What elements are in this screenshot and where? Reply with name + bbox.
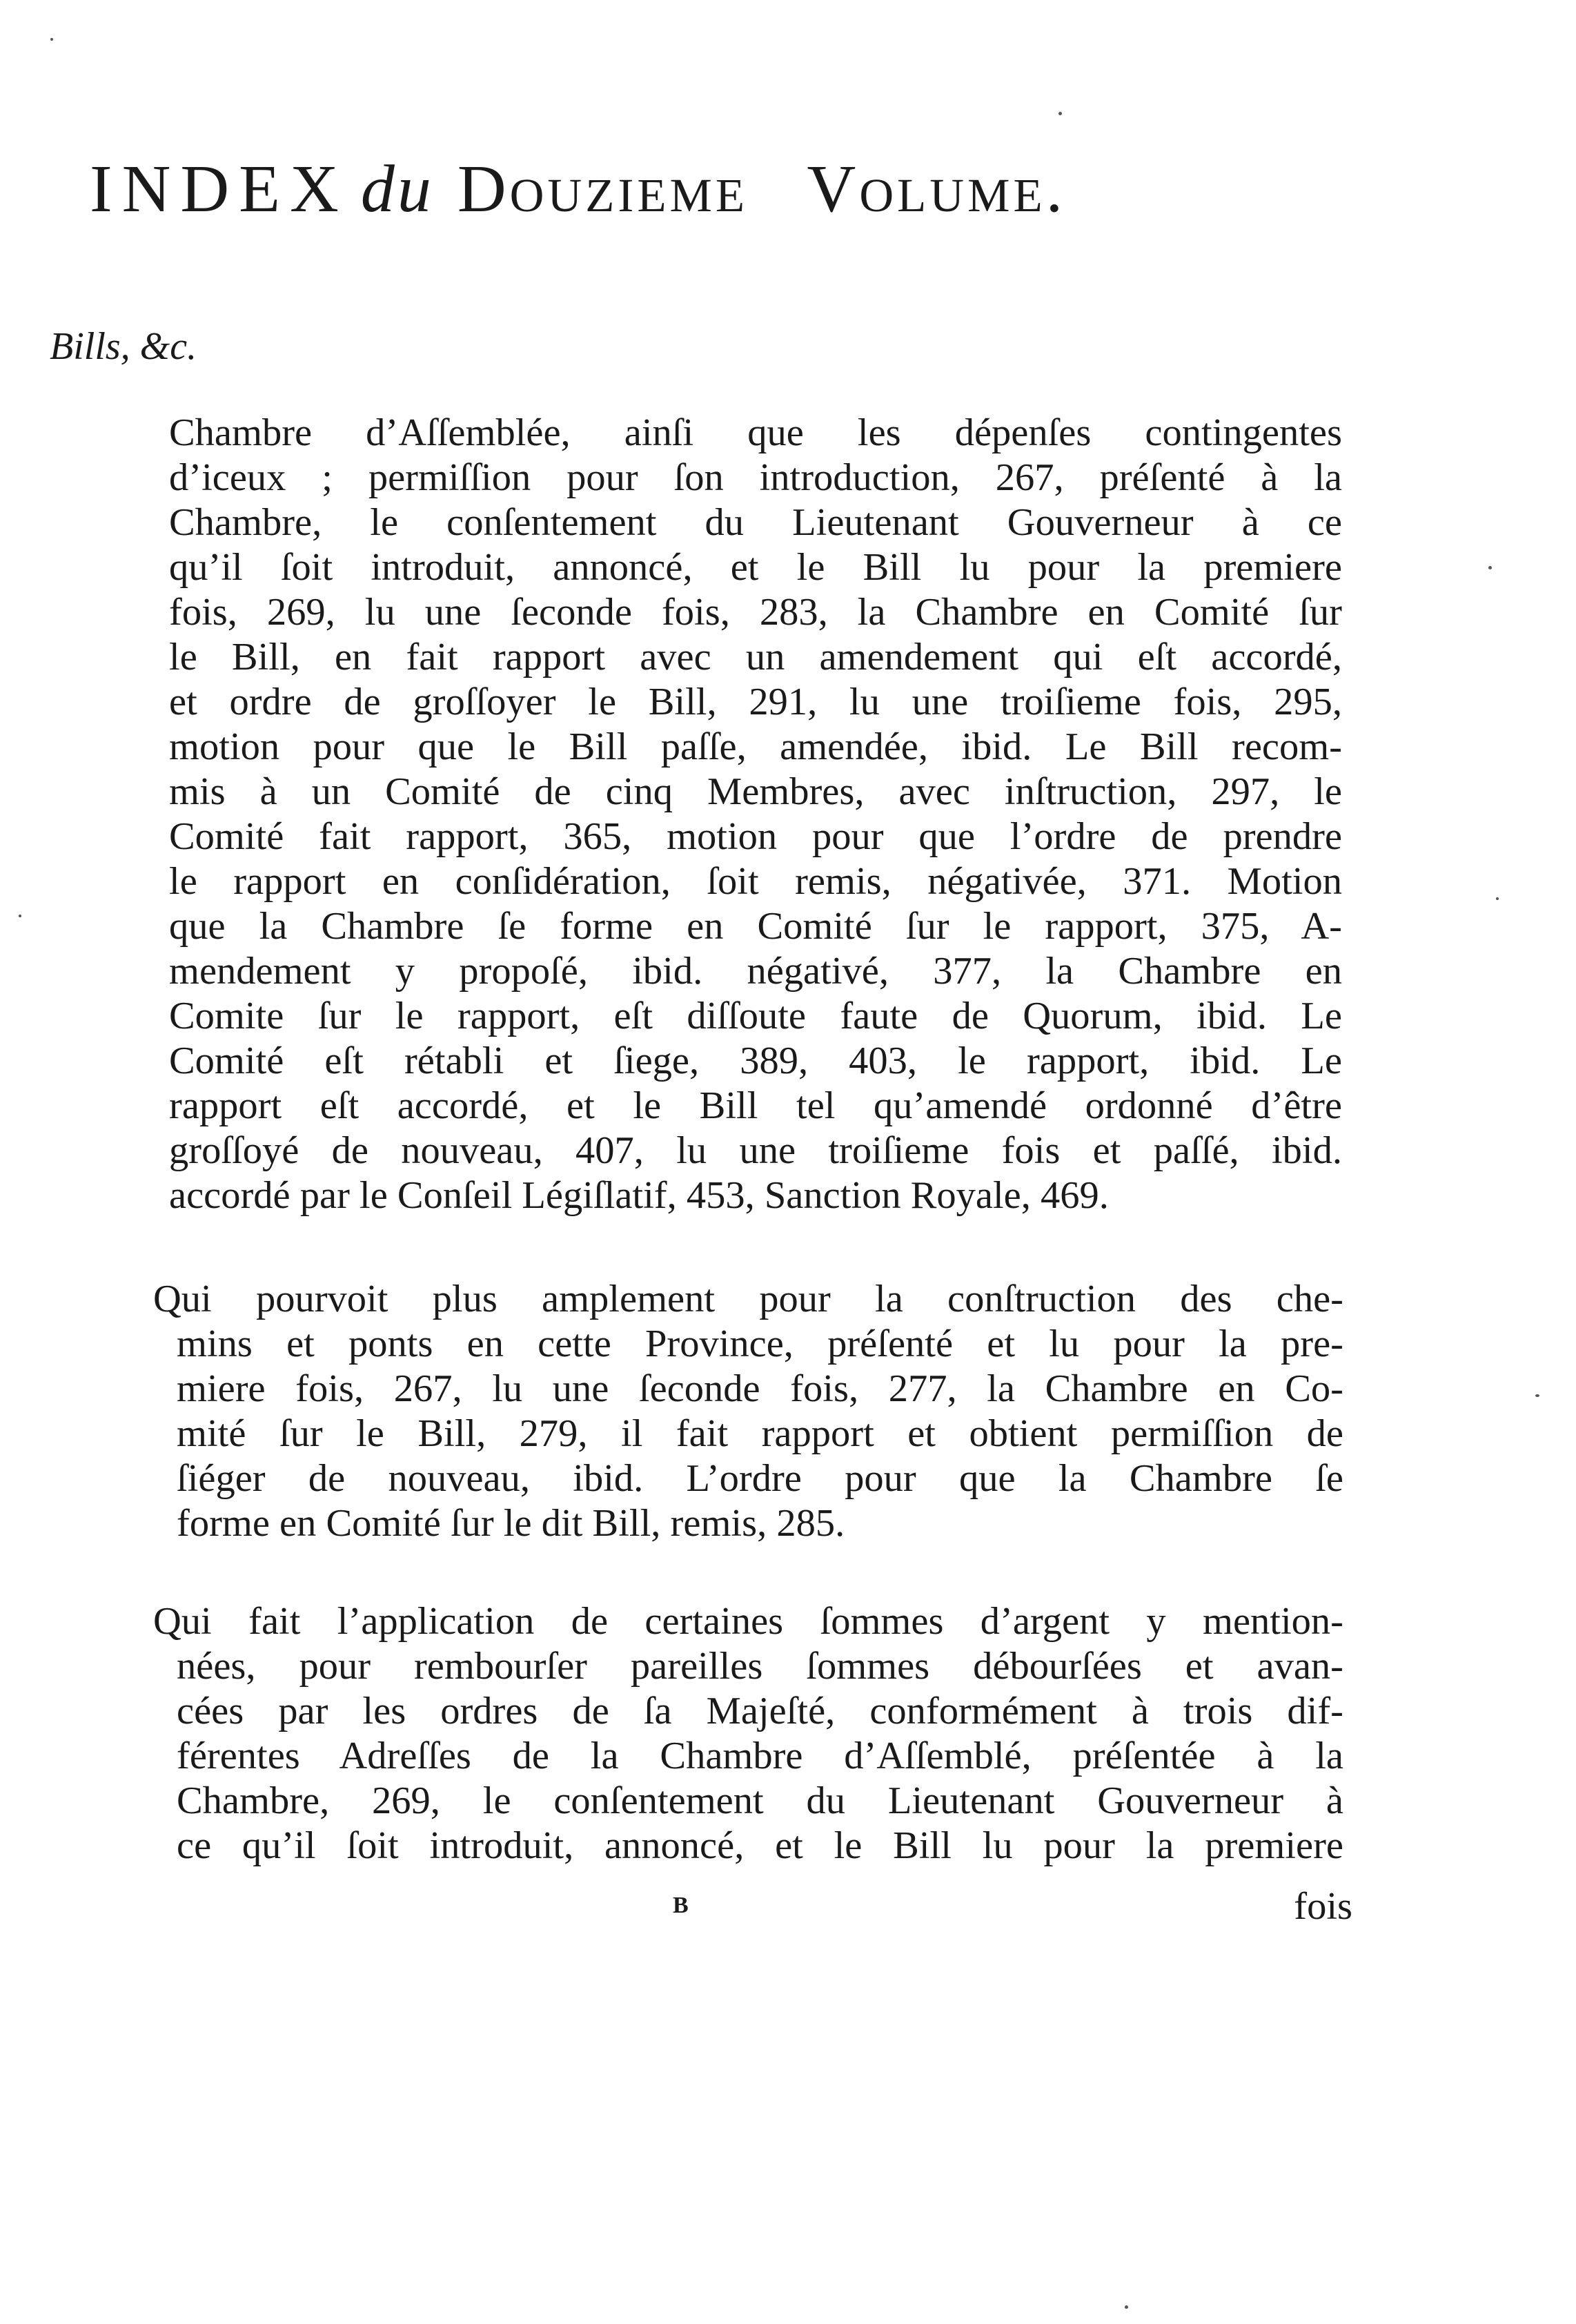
print-speck [1496, 897, 1499, 900]
entry-line: qu’il ſoit introduit, annoncé, et le Bill lu pour la premiere [169, 546, 1342, 589]
entry-line: Chambre, 269, le conſentement du Lieutenant Gouverneur à [177, 1779, 1343, 1822]
entry-line: nées, pour rembourſer pareilles ſommes débourſées et avan- [177, 1645, 1343, 1688]
entry-line: Chambre, le conſentement du Lieutenant Gouverneur à ce [169, 501, 1342, 544]
entry-line: d’iceux ; permiſſion pour ſon introduction, 267, préſenté à la [169, 456, 1342, 499]
index-entry [153, 1277, 1343, 1546]
print-speck [1535, 1394, 1539, 1397]
entry-line: férentes Adreſſes de la Chambre d’Aſſemblé, préſentée à la [177, 1735, 1343, 1777]
title-du: du [360, 152, 434, 226]
print-speck [1058, 112, 1062, 115]
print-speck [1125, 2305, 1128, 2309]
title-volume: Volume. [807, 152, 1067, 226]
entry-line: Comité fait rapport, 365, motion pour que l’ordre de prendre [169, 815, 1342, 858]
entry-line: Comite ſur le rapport, eſt diſſoute faute de Quorum, ibid. Le [169, 995, 1342, 1037]
page-title [90, 152, 1332, 226]
entry-line: motion pour que le Bill paſſe, amendée, ibid. Le Bill recom- [169, 725, 1342, 768]
entry-line: que la Chambre ſe forme en Comité ſur le rapport, 375, A- [169, 905, 1342, 948]
title-index: INDEX [90, 152, 348, 226]
entry-line: ſiéger de nouveau, ibid. L’ordre pour que la Chambre ſe [177, 1457, 1343, 1500]
entry-line: mité ſur le Bill, 279, il fait rapport et obtient permiſſion de [177, 1412, 1343, 1455]
entry-line: rapport eſt accordé, et le Bill tel qu’amendé ordonné d’être [169, 1084, 1342, 1127]
entry-line: mis à un Comité de cinq Membres, avec inſtruction, 297, le [169, 770, 1342, 813]
running-head: Bills, &c. [50, 325, 197, 368]
entry-line: Comité eſt rétabli et ſiege, 389, 403, le rapport, ibid. Le [169, 1039, 1342, 1082]
entry-line: le rapport en conſidération, ſoit remis, négativée, 371. Motion [169, 860, 1342, 903]
entry-line: le Bill, en fait rapport avec un amendement qui eſt accordé, [169, 636, 1342, 678]
index-entry [153, 1599, 1343, 1868]
catchword: fois [1294, 1885, 1352, 1928]
entry-line: groſſoyé de nouveau, 407, lu une troiſieme fois et paſſé, ibid. [169, 1129, 1342, 1172]
entry-line: mins et ponts en cette Province, préſenté et lu pour la pre- [177, 1322, 1343, 1365]
entry-line: cées par les ordres de ſa Majeſté, conformément à trois dif- [177, 1690, 1343, 1732]
entry-line: mendement y propoſé, ibid. négativé, 377, la Chambre en [169, 950, 1342, 993]
entry-line: Chambre d’Aſſemblée, ainſi que les dépenſes contingentes [169, 411, 1342, 454]
signature-mark: B [673, 1893, 689, 1918]
index-entry [169, 411, 1342, 1218]
entry-line: Qui fait l’application de certaines ſommes d’argent y mention- [153, 1600, 1343, 1643]
title-douzieme: Douzieme [457, 152, 749, 226]
entry-line: Qui pourvoit plus amplement pour la conſtruction des che- [153, 1278, 1343, 1320]
print-speck [19, 915, 21, 917]
entry-line: accordé par le Conſeil Légiſlatif, 453, Sanction Royale, 469. [169, 1174, 1109, 1217]
entry-line: miere fois, 267, lu une ſeconde fois, 277, la Chambre en Co- [177, 1367, 1343, 1410]
print-speck [50, 38, 53, 41]
entry-line: fois, 269, lu une ſeconde fois, 283, la Chambre en Comité ſur [169, 591, 1342, 634]
entry-line: et ordre de groſſoyer le Bill, 291, lu une troiſieme fois, 295, [169, 681, 1342, 723]
print-speck [1488, 566, 1492, 569]
entry-line: ce qu’il ſoit introduit, annoncé, et le Bill lu pour la premiere [177, 1824, 1343, 1867]
entry-line: forme en Comité ſur le dit Bill, remis, 285. [177, 1502, 845, 1545]
